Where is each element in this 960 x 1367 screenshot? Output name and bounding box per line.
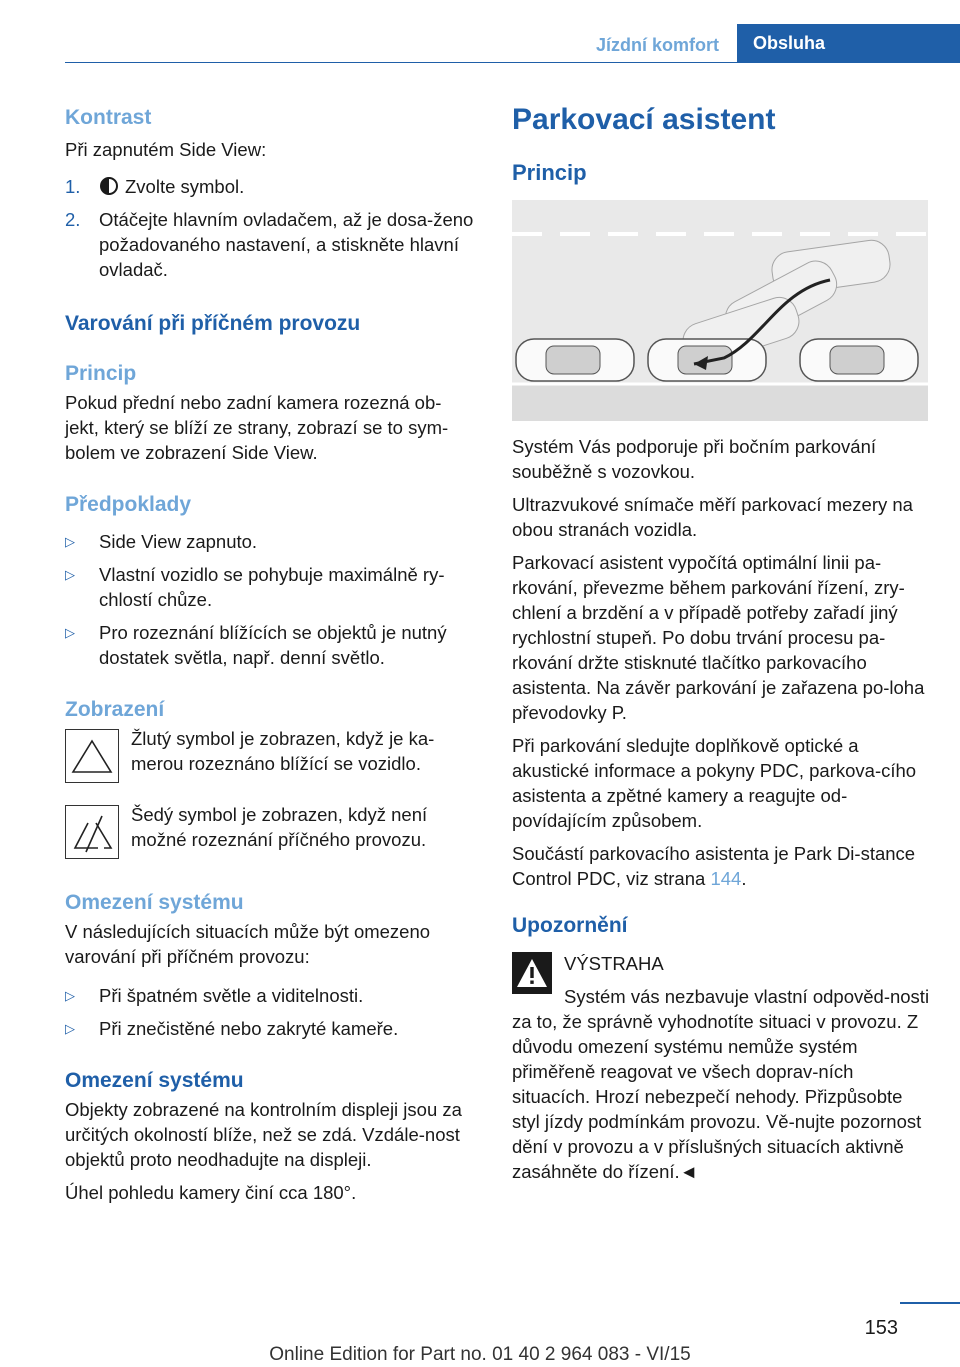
bullet-triangle-icon: ▷ [65, 988, 75, 1003]
predpoklady-item [65, 529, 475, 554]
princip-text-left: Pokud přední nebo zadní kamera rozezná ob-jekt, který se blíží ze strany, zobrazí se to sym-bolem ve zobrazení Side View. [65, 392, 449, 463]
upozorneni-heading: Upozornění [512, 914, 628, 937]
step-text: Otáčejte hlavním ovladačem, až je dosa-ženo požadovaného nastavení, a stiskněte hlavní ovladač. [99, 209, 474, 280]
omezeni1-item-text: Při znečistěné nebo zakryté kameře. [99, 1018, 399, 1039]
parking-assistant-title: Parkovací asistent [512, 103, 776, 136]
predpoklady-text: Pro rozeznání blížících se objektů je nutný dostatek světla, např. denní světlo. [99, 622, 447, 668]
footer-rule [900, 1302, 960, 1304]
right-para-4: Při parkování sledujte doplňkově optické a akustické informace a pokyny PDC, parkova-cího asistenta a zpětné kamery a reagujte od-povídajícím způsobem. [512, 735, 917, 831]
predpoklady-item [65, 562, 475, 612]
zobrazeni-yellow-text: Žlutý symbol je zobrazen, když je ka-merou rozeznáno blížící se vozidlo. [131, 728, 435, 774]
header-section-tab[interactable]: Obsluha [737, 24, 960, 63]
bullet-triangle-icon: ▷ [65, 625, 75, 640]
kontrast-heading: Kontrast [65, 106, 152, 129]
omezeni1-item-text: Při špatném světle a viditelnosti. [99, 985, 364, 1006]
pdc-text: Součástí parkovacího asistenta je Park Di-stance Control PDC, viz strana [512, 843, 916, 889]
predpoklady-text: Vlastní vozidlo se pohybuje maximálně ry-chlostí chůze. [99, 564, 445, 610]
contrast-icon [99, 176, 119, 196]
kontrast-step-2 [65, 207, 475, 282]
step-number: 1. [65, 176, 81, 197]
kontrast-intro: Při zapnutém Side View: [65, 139, 267, 160]
kontrast-step-1 [65, 174, 475, 199]
predpoklady-item [65, 620, 475, 670]
predpoklady-text: Side View zapnuto. [99, 531, 258, 552]
warning-text: Systém vás nezbavuje vlastní odpověd-nosti za to, že správně vyhodnotíte situaci v provozu. Z důvodu omezení systému nemůže systém přiměřeně reagovat ve všech doprav-ních situacích. Hrozí nebezpečí nehody. Přizpůsobte styl jízdy podmínkám provozu. Vě-nujte pozornost dění v provozu a v příslušných situacích aktivně zasáhněte do řízení.◄ [512, 986, 930, 1182]
cross-traffic-heading: Varování při příčném provozu [65, 312, 361, 335]
step-text: Zvolte symbol. [125, 176, 245, 197]
cross-traffic-yellow-icon [65, 729, 119, 783]
left-column [65, 104, 475, 724]
header-chapter-tab[interactable]: Jízdní komfort [595, 35, 719, 55]
right-column-text [512, 434, 930, 891]
right-para-1: Systém Vás podporuje při bočním parkování souběžně s vozovkou. [512, 436, 877, 482]
header-rule [65, 62, 960, 63]
parked-car-left [516, 339, 634, 381]
omezeni1-item [65, 1016, 475, 1041]
omezeni1-item [65, 983, 475, 1008]
bullet-triangle-icon: ▷ [65, 1021, 75, 1036]
princip-heading-left: Princip [65, 362, 137, 385]
bullet-triangle-icon: ▷ [65, 567, 75, 582]
omezeni2-heading: Omezení systému [65, 1069, 244, 1092]
right-para-2: Ultrazvukové snímače měří parkovací mezery na obou stranách vozidla. [512, 494, 913, 540]
zobrazeni-heading: Zobrazení [65, 698, 165, 721]
page-link-144[interactable]: 144 [710, 868, 742, 889]
pdc-text-end: . [741, 868, 747, 889]
omezeni1-heading: Omezení systému [65, 891, 244, 914]
bullet-triangle-icon: ▷ [65, 534, 75, 549]
parking-diagram [512, 200, 928, 421]
parked-car-right [800, 339, 918, 381]
edition-footer: Online Edition for Part no. 01 40 2 964 083 - VI/15 [269, 1344, 691, 1365]
left-column-bottom [65, 889, 475, 1205]
warning-title: VÝSTRAHA [564, 953, 664, 974]
princip-heading-right: Princip [512, 160, 587, 185]
omezeni2-text-2: Úhel pohledu kamery činí cca 180°. [65, 1182, 357, 1203]
zobrazeni-grey-text: Šedý symbol je zobrazen, když není možné rozeznání příčného provozu. [131, 804, 428, 850]
cross-traffic-grey-icon [65, 805, 119, 859]
page-number: 153 [864, 1317, 898, 1339]
omezeni1-text: V následujících situacích může být omezeno varování při příčném provozu: [65, 921, 431, 967]
parking-illustration [512, 200, 928, 421]
right-para-5 [512, 841, 930, 891]
predpoklady-heading: Předpoklady [65, 493, 192, 516]
step-number: 2. [65, 209, 81, 230]
omezeni2-text-1: Objekty zobrazené na kontrolním displeji jsou za určitých okolností blíže, než se zdá. Vzdále-nost objektů proto neodhadujte na displeji. [65, 1099, 462, 1170]
right-para-3: Parkovací asistent vypočítá optimální linii pa-rkování, převezme během parkování řízení, zry-chlení a brzdění a v případě potřeby zařadí jiný rychlostní stupeň. Po dobu trvání procesu pa-rkování držte stisknuté tlačítko parkovacího asistenta. Na závěr parkování je zařazena po-loha převodovky P. [512, 552, 925, 723]
